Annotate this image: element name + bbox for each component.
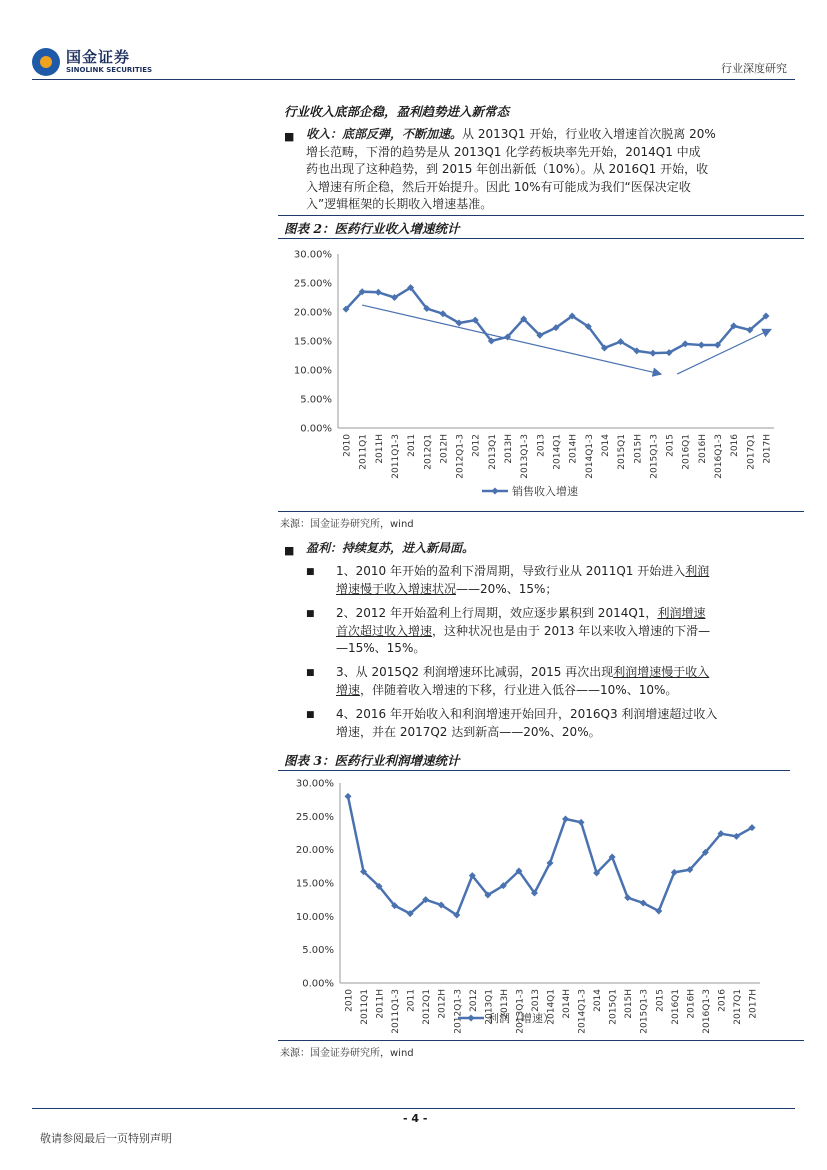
small-square-bullet-icon: ■ xyxy=(306,567,315,577)
profit-item-line xyxy=(336,706,791,724)
text-segment: ，伴随着收入增速的下移，行业进入低谷——10%、10%。 xyxy=(360,682,678,697)
revenue-head: 收入：底部反弹，不断加速。 xyxy=(306,127,463,141)
text-segment: 3、从 2015Q2 利润增速环比减弱，2015 再次出现 xyxy=(336,665,614,679)
x-tick-label: 2014Q1-3 xyxy=(584,434,595,479)
x-tick-label: 2011 xyxy=(406,989,417,1012)
text-segment: 1、2010 年开始的盈利下滑周期，导致行业从 2011Q1 开始进入 xyxy=(336,564,686,578)
x-tick-label: 2011H xyxy=(375,989,386,1019)
y-tick-label: 10.00% xyxy=(295,911,334,923)
figure3-bottom-rule xyxy=(278,1040,804,1041)
underlined-text: 增速慢于收入增速状况 xyxy=(336,581,457,596)
x-tick-label: 2014H xyxy=(562,989,573,1019)
revenue-line-1: 增长范畴，下滑的趋势是从 2013Q1 化学药板块率先开始，2014Q1 中成 xyxy=(306,144,701,159)
y-tick-label: 25.00% xyxy=(293,278,332,290)
text-segment: 增速，并在 2017Q2 达到新高——20%、20%。 xyxy=(336,724,601,739)
figure2-title: 图表 2：医药行业收入增速统计 xyxy=(284,221,460,236)
logo-icon xyxy=(32,48,60,76)
legend xyxy=(458,1011,554,1025)
x-tick-label: 2015 xyxy=(665,434,676,457)
x-tick-label: 2014 xyxy=(600,434,611,457)
figure2-source: 来源：国金证券研究所，wind xyxy=(280,519,414,530)
legend-marker xyxy=(492,488,499,495)
x-tick-label: 2012Q1 xyxy=(423,434,434,470)
data-point xyxy=(345,793,352,800)
x-tick-label: 2013 xyxy=(536,434,547,457)
x-tick-label: 2013Q1 xyxy=(487,434,498,470)
x-tick-label: 2012H xyxy=(437,989,448,1019)
x-tick-label: 2015Q1-3 xyxy=(649,434,660,479)
small-square-bullet-icon: ■ xyxy=(306,710,315,720)
data-point xyxy=(624,894,631,901)
revenue-growth-chart xyxy=(278,240,804,510)
legend-marker xyxy=(468,1015,475,1022)
y-tick-label: 0.00% xyxy=(302,978,334,990)
revenue-line-3: 入增速有所企稳，然后开始提升。因此 10%有可能成为我们“医保决定收 xyxy=(306,179,691,194)
x-tick-label: 2016Q1-3 xyxy=(701,989,712,1034)
text-segment: ，这种状况也是由于 2013 年以来收入增速的下滑— xyxy=(432,623,711,638)
company-logo xyxy=(32,46,182,80)
x-tick-label: 2011Q1 xyxy=(360,989,371,1025)
x-tick-label: 2015Q1 xyxy=(608,989,619,1025)
figure3-source: 来源：国金证券研究所，wind xyxy=(280,1048,414,1059)
legend xyxy=(482,484,578,498)
page-number: - 4 - xyxy=(403,1112,428,1125)
series-line xyxy=(348,796,752,915)
figure2-bottom-rule xyxy=(278,511,804,512)
logo-en-text: SINOLINK SECURITIES xyxy=(66,66,153,74)
header-rule xyxy=(32,79,795,80)
x-tick-label: 2012H xyxy=(439,434,450,464)
underlined-text: 利润增速慢于收入 xyxy=(613,665,710,679)
x-tick-label: 2010 xyxy=(344,989,355,1012)
x-tick-label: 2014H xyxy=(568,434,579,464)
x-tick-label: 2013H xyxy=(499,989,510,1019)
figure2-top-rule xyxy=(278,215,804,216)
revenue-line-2: 药也出现了这种趋势，到 2015 年创出新低（10%）。从 2016Q1 开始，收 xyxy=(306,162,709,176)
x-tick-label: 2011Q1-3 xyxy=(391,989,402,1034)
footer-disclaimer: 敬请参阅最后一页特别声明 xyxy=(40,1132,172,1145)
x-tick-label: 2012Q1-3 xyxy=(455,434,466,479)
x-tick-label: 2016 xyxy=(730,434,741,457)
y-tick-label: 15.00% xyxy=(293,336,332,348)
x-tick-label: 2016Q1 xyxy=(681,434,692,470)
x-tick-label: 2015 xyxy=(655,989,666,1012)
x-tick-label: 2013H xyxy=(504,434,515,464)
text-segment: ——20%、15%； xyxy=(456,581,558,596)
y-tick-label: 10.00% xyxy=(293,365,332,377)
revenue-line-0: 从 2013Q1 开始，行业收入增速首次脱离 20% xyxy=(462,127,716,141)
x-tick-label: 2011 xyxy=(407,434,418,457)
x-tick-label: 2015Q1-3 xyxy=(639,989,650,1034)
x-tick-label: 2017Q1 xyxy=(732,989,743,1025)
x-tick-label: 2013 xyxy=(530,989,541,1012)
section-heading: 行业收入底部企稳，盈利趋势进入新常态 xyxy=(284,104,510,119)
x-tick-label: 2012Q1 xyxy=(422,989,433,1025)
x-tick-label: 2012 xyxy=(468,989,479,1012)
data-point xyxy=(649,350,656,357)
x-tick-label: 2017H xyxy=(748,989,759,1019)
x-tick-label: 2017H xyxy=(762,434,773,464)
x-tick-label: 2016Q1-3 xyxy=(714,434,725,479)
y-tick-label: 5.00% xyxy=(300,394,332,406)
x-tick-label: 2014 xyxy=(593,989,604,1012)
x-tick-label: 2015H xyxy=(633,434,644,464)
revenue-paragraph xyxy=(306,126,786,214)
x-tick-label: 2013Q1-3 xyxy=(520,434,531,479)
x-tick-label: 2016Q1 xyxy=(670,989,681,1025)
x-tick-label: 2014Q1-3 xyxy=(577,989,588,1034)
report-type: 行业深度研究 xyxy=(721,62,787,75)
y-tick-label: 20.00% xyxy=(293,307,332,319)
profit-item-line xyxy=(336,664,791,682)
legend-label: 销售收入增速 xyxy=(512,485,578,498)
x-tick-label: 2015Q1 xyxy=(617,434,628,470)
underlined-text: 增速 xyxy=(336,682,361,697)
downtrend-arrow xyxy=(362,305,661,374)
y-tick-label: 30.00% xyxy=(293,249,332,261)
profit-item-line xyxy=(336,640,791,658)
profit-item-line xyxy=(336,623,791,641)
y-tick-label: 15.00% xyxy=(295,878,334,890)
profit-item-line xyxy=(336,605,791,623)
x-tick-label: 2015H xyxy=(624,989,635,1019)
square-bullet-icon: ■ xyxy=(284,544,295,557)
revenue-line-4: 入”逻辑框架的长期收入增速基准。 xyxy=(306,197,493,211)
profit-item-line xyxy=(336,682,791,700)
square-bullet-icon: ■ xyxy=(284,130,295,143)
y-tick-label: 25.00% xyxy=(295,811,334,823)
logo-cn-text: 国金证券 xyxy=(66,48,131,66)
footer-rule xyxy=(32,1108,795,1109)
text-segment: 2、2012 年开始盈利上行周期，效应逐步累积到 2014Q1， xyxy=(336,606,658,620)
profit-growth-chart xyxy=(278,772,804,1040)
y-tick-label: 0.00% xyxy=(300,423,332,435)
profit-head: 盈利：持续复苏，进入新局面。 xyxy=(306,541,475,555)
underlined-text: 首次超过收入增速 xyxy=(336,623,433,638)
data-point xyxy=(578,819,585,826)
data-point xyxy=(698,342,705,349)
x-tick-label: 2016 xyxy=(717,989,728,1012)
data-point xyxy=(375,289,382,296)
x-tick-label: 2014Q1 xyxy=(552,434,563,470)
x-tick-label: 2012 xyxy=(471,434,482,457)
data-point xyxy=(671,869,678,876)
x-tick-label: 2010 xyxy=(342,434,353,457)
profit-item-line xyxy=(336,724,791,742)
x-tick-label: 2013Q1 xyxy=(484,989,495,1025)
legend-label: 利润（增速） xyxy=(488,1012,554,1025)
figure3-title: 图表 3：医药行业利润增速统计 xyxy=(284,753,460,768)
y-tick-label: 30.00% xyxy=(295,778,334,790)
figure2-title-rule xyxy=(278,238,804,239)
data-point xyxy=(562,816,569,823)
x-tick-label: 2016H xyxy=(686,989,697,1019)
small-square-bullet-icon: ■ xyxy=(306,609,315,619)
x-tick-label: 2011Q1-3 xyxy=(390,434,401,479)
profit-item-line xyxy=(336,581,791,599)
y-tick-label: 5.00% xyxy=(302,945,334,957)
x-tick-label: 2011H xyxy=(374,434,385,464)
text-segment: 4、2016 年开始收入和利润增速开始回升，2016Q3 利润增速超过收入 xyxy=(336,707,718,721)
underlined-text: 利润 xyxy=(685,564,710,578)
text-segment: —15%、15%。 xyxy=(336,641,426,655)
x-tick-label: 2016H xyxy=(697,434,708,464)
figure3-title-rule xyxy=(278,770,790,771)
x-tick-label: 2012Q1-3 xyxy=(453,989,464,1034)
x-tick-label: 2014Q1 xyxy=(546,989,557,1025)
underlined-text: 利润增速 xyxy=(657,606,706,620)
x-tick-label: 2011Q1 xyxy=(358,434,369,470)
small-square-bullet-icon: ■ xyxy=(306,668,315,678)
x-tick-label: 2013Q1-3 xyxy=(515,989,526,1034)
profit-item-line xyxy=(336,563,791,581)
y-tick-label: 20.00% xyxy=(295,845,334,857)
x-tick-label: 2017Q1 xyxy=(746,434,757,470)
